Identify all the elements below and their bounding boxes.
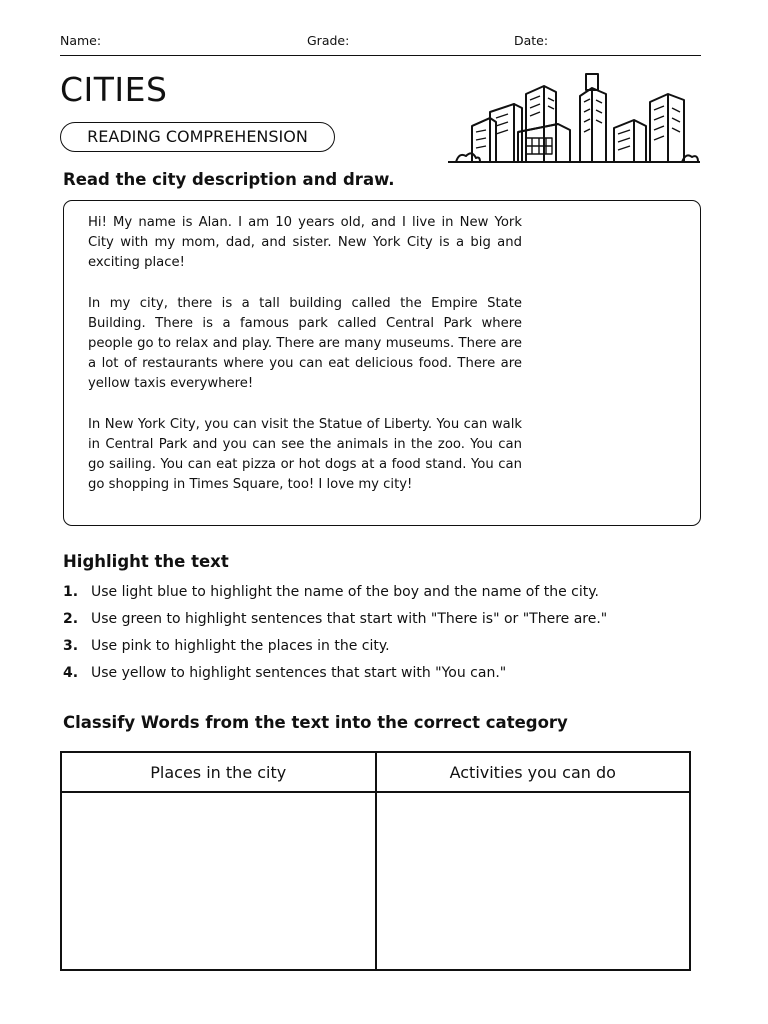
student-info-header [60,33,701,56]
list-item-number: 2. [63,611,79,627]
list-item [63,584,713,611]
section-heading-classify: Classify Words from the text into the correct category [63,713,568,732]
passage-paragraph: In New York City, you can visit the Statue of Liberty. You can walk in Central Park and you can see the animals in the zoo. You can go sailing. You can eat pizza or hot dogs at a food stand. You can go shopping in Times Square, too! I love my city! [88,416,522,493]
classify-table [60,751,691,971]
worksheet-title: CITIES [60,70,168,109]
list-item-text: Use pink to highlight the places in the city. [91,638,390,654]
list-item-number: 1. [63,584,79,600]
name-label: Name: [60,33,102,48]
list-item-number: 3. [63,638,79,654]
highlight-instructions-list [63,584,713,692]
city-buildings-icon [446,66,702,168]
passage-paragraph: In my city, there is a tall building called the Empire State Building. There is a famous park called Central Park where people go to relax and play. There are many museums. There are a lot of restaurants where you can eat delicious food. There are yellow taxis everywhere! [88,295,522,392]
list-item [63,665,713,692]
activities-answer-cell[interactable] [376,792,691,970]
list-item [63,611,713,638]
worksheet-subtitle: READING COMPREHENSION [60,122,335,152]
section-heading-highlight: Highlight the text [63,552,229,571]
reading-passage-box [63,200,701,526]
reading-passage [88,213,522,495]
column-header-places: Places in the city [61,752,376,792]
passage-paragraph: Hi! My name is Alan. I am 10 years old, and I live in New York City with my mom, dad, and sister. New York City is a big and exciting place! [88,215,522,271]
date-label: Date: [514,33,549,48]
column-header-activities: Activities you can do [376,752,691,792]
list-item-number: 4. [63,665,79,681]
places-answer-cell[interactable] [61,792,376,970]
list-item-text: Use yellow to highlight sentences that start with "You can." [91,665,507,681]
section-heading-read: Read the city description and draw. [63,170,395,189]
grade-label: Grade: [307,33,350,48]
list-item-text: Use green to highlight sentences that start with "There is" or "There are." [91,611,608,627]
list-item [63,638,713,665]
list-item-text: Use light blue to highlight the name of the boy and the name of the city. [91,584,599,600]
